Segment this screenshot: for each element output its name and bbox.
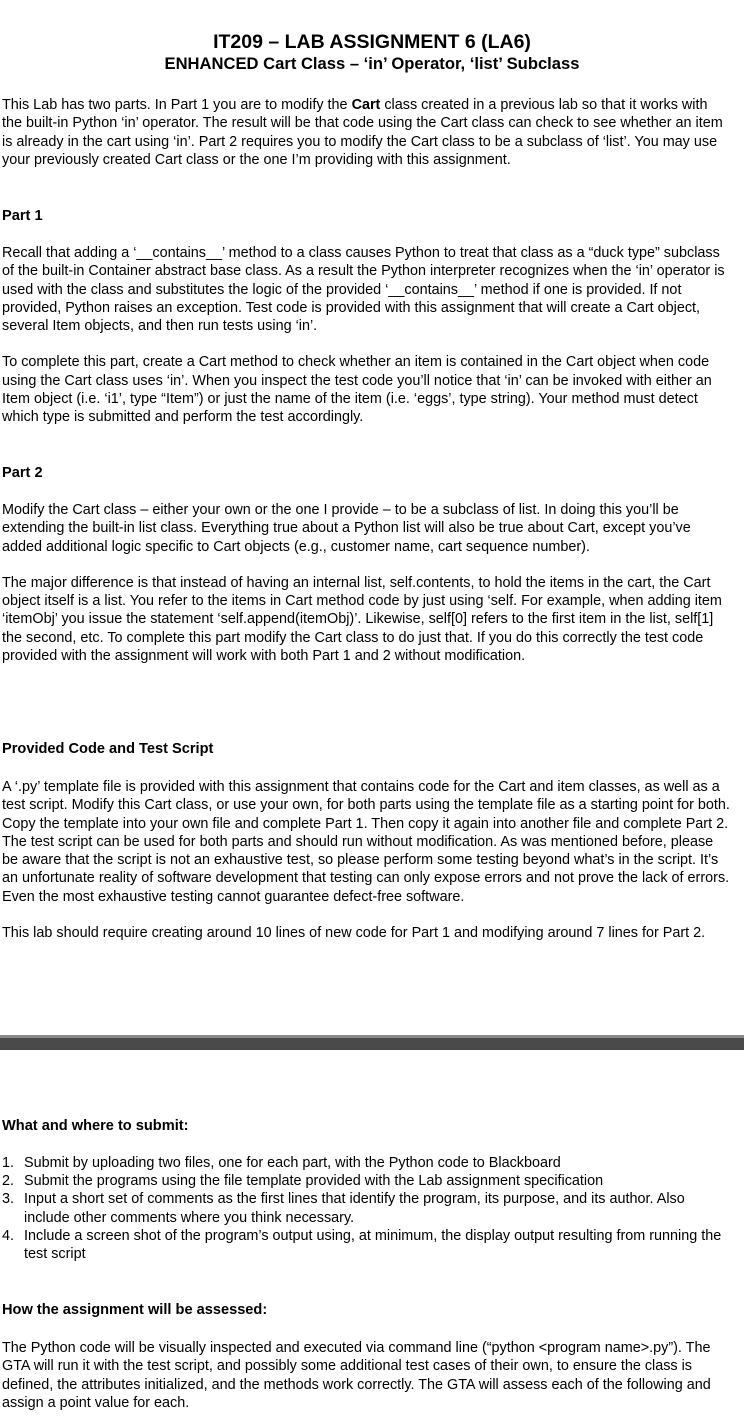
part1-section (0, 207, 730, 427)
list-item-text: Input a short set of comments as the first lines that identify the program, its purpose, and its author. Also include other comments where you think necessary. (24, 1191, 685, 1226)
submit-list (0, 1154, 728, 1263)
submit-list-item (0, 1154, 728, 1172)
part2-paragraph-2: The major difference is that instead of having an internal list, self.contents, to hold the items in the cart, the Cart object itself is a list. You refer to the items in Cart method code by just using ‘self. For example, when adding item ‘itemObj’ you issue the statement ‘self.append(itemObj)’. Likewise, self[0] refers to the first item in the list, self[1] the second, etc. To complete this part modify the Cart class to do just that. If you do this correctly the test code provided with the assignment will work with both Part 1 and 2 without modification. (2, 574, 722, 665)
part1-heading: Part 1 (2, 208, 43, 224)
list-item-text: Submit by uploading two files, one for each part, with the Python code to Blackboard (24, 1155, 561, 1171)
intro-text-end: class created in a previous lab so that it works with the built-in Python ‘in’ operator. The result will be that code using the Cart class can check to see whether an item is already in the cart using ‘in’. Part 2 requires you to modify the Cart class to be a subclass of ‘list’. You may use your previously created Cart class or the one I’m providing with this assignment. (2, 97, 723, 168)
submit-list-item (0, 1172, 728, 1190)
provided-section (0, 740, 730, 942)
intro-text-start: This Lab has two parts. In Part 1 you are to modify the (2, 97, 352, 113)
page-title: IT209 – LAB ASSIGNMENT 6 (LA6) (213, 31, 531, 53)
part1-paragraph-1: Recall that adding a ‘__contains__’ method to a class causes Python to treat that class as a “duck type” subclass of the built-in Container abstract base class. As a result the Python interpreter recognizes when the ‘in’ operator is used with the class and substitutes the logic of the provided ‘__contains__’ method if one is provided. If not provided, Python raises an exception. Test code is provided with this assignment that will create a Cart object, several Item objects, and then run tests using ‘in’. (2, 245, 725, 335)
list-number: 4. (2, 1227, 15, 1244)
part2-paragraph-1: Modify the Cart class – either your own or the one I provide – to be a subclass of list. In doing this you’ll be extending the built-in list class. Everything true about a Python list will also be true about Cart, except you’ve added additional logic specific to Cart objects (e.g., customer name, cart sequence number). (2, 502, 691, 555)
submit-section (0, 1117, 728, 1263)
submit-list-item (0, 1190, 728, 1226)
section-divider-highlight (0, 1035, 744, 1038)
intro-cart-bold: Cart (351, 97, 381, 113)
assessed-section (0, 1301, 730, 1412)
assessed-paragraph: The Python code will be visually inspected and executed via command line (“python <program name>.py”). The GTA will run it with the test script, and possibly some additional test cases of their own, to ensure the class is defined, the attributes initialized, and the methods work correctly. The GTA will assess each of the following and assign a point value for each. (2, 1340, 711, 1411)
provided-heading: Provided Code and Test Script (2, 741, 214, 757)
list-item-text: Submit the programs using the file template provided with the Lab assignment specification (24, 1173, 604, 1190)
list-number: 3. (2, 1191, 15, 1208)
list-item-text: Include a screen shot of the program’s output using, at minimum, the display output resulting from running the test script (24, 1227, 722, 1263)
submit-list-item (0, 1227, 728, 1263)
list-number: 1. (2, 1155, 15, 1171)
part2-heading: Part 2 (2, 465, 43, 481)
intro-section (0, 96, 730, 169)
assessed-heading: How the assignment will be assessed: (2, 1302, 268, 1318)
page-subtitle: ENHANCED Cart Class – ‘in’ Operator, ‘list’ Subclass (164, 54, 580, 73)
list-number: 2. (2, 1173, 15, 1190)
part1-paragraph-2: To complete this part, create a Cart method to check whether an item is contained in the Cart object when code using the Cart class uses ‘in’. When you inspect the test code you’ll notice that ‘in’ can be invoked with either an Item object (i.e. ‘i1’, type “Item”) or just the name of the item (i.e. ‘eggs’, type string). Your method must detect which type is submitted and perform the test accordingly. (2, 354, 712, 426)
intro-paragraph (2, 96, 730, 169)
part2-section (0, 464, 730, 665)
document-header (0, 31, 744, 75)
provided-paragraph-1: A ‘.py’ template file is provided with this assignment that contains code for the Cart and item classes, as well as a test script. Modify this Cart class, or use your own, for both parts using the template file as a starting point for both. Copy the template into your own file and complete Part 1. Then copy it again into another file and complete Part 2. The test script can be used for both parts and should run without modification. As was mentioned before, please be aware that the script is not an exhaustive test, so please perform some testing beyond what’s in the script. It’s an unfortunate reality of software development that testing can only expose errors and not prove the lack of errors. Even the most exhaustive testing cannot guarantee defect-free software. (2, 779, 730, 905)
provided-paragraph-2: This lab should require creating around 10 lines of new code for Part 1 and modifying around 7 lines for Part 2. (2, 925, 706, 942)
submit-heading: What and where to submit: (2, 1118, 189, 1134)
